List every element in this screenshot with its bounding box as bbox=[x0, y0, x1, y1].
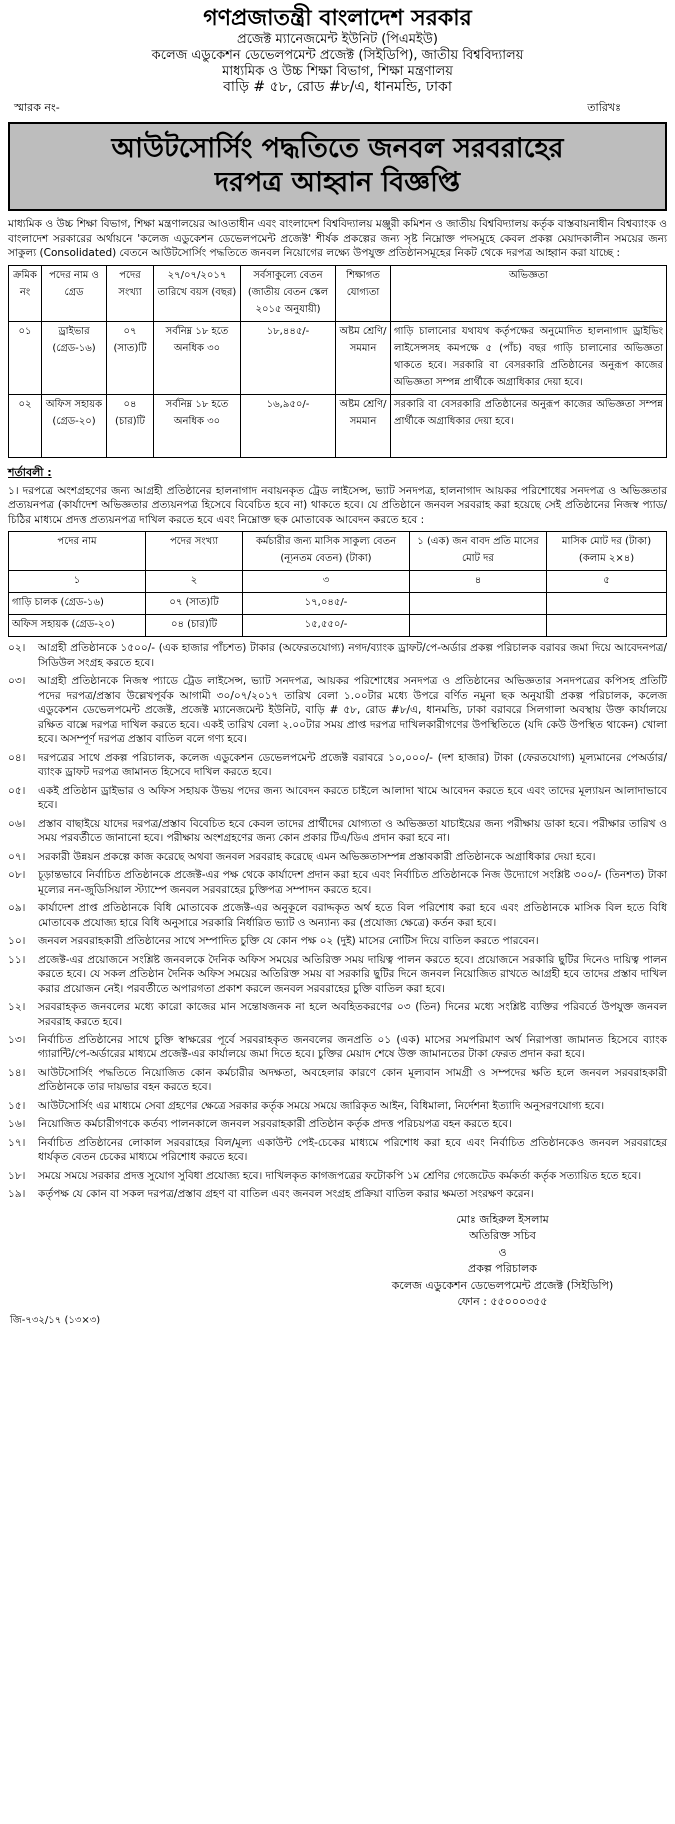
cell-post-count: ০৭ (সাত)টি bbox=[107, 321, 154, 394]
clause-text: কার্যাদেশ প্রাপ্ত প্রতিষ্ঠানকে বিধি মোতাবেক প্রজেক্ট-এর অনুকূলে বরাদ্দকৃত অর্থ হতে বিল পরিশোধ করা হবে এবং প্রতিষ্ঠানকে মাসিক বিল হতে বিধি মোতাবেক প্রযোজ্য হারে বিধি অনুসারে সরকারি নির্ধারিত ভ্যাট ও অন্যান্য কর (প্রযোজ্য ক্ষেত্রে) কর্তন করা হবে। bbox=[38, 902, 667, 929]
terms-heading: শর্তাবলী : bbox=[8, 465, 52, 479]
memo-date: তারিখঃ bbox=[587, 100, 621, 114]
col-number: ২ bbox=[146, 571, 243, 593]
rate-col-salary: কর্মচারীর জন্য মাসিক সাকুল্য বেতন (ন্যূনতম বেতন) (টাকা) bbox=[243, 532, 410, 571]
clause-number: ০৪। bbox=[8, 751, 26, 764]
clause-text: সরকারী উন্নয়ন প্রকল্পে কাজ করেছে অথবা জনবল সরবরাহ করেছে এমন অভিজ্ঞতাসম্পন্ন প্রস্তাবকারী প্রতিষ্ঠানকে অগ্রাধিকার দেয়া হবে। bbox=[38, 850, 596, 863]
clause-number: ০২। bbox=[8, 642, 26, 655]
cell-experience: সরকারি বা বেসরকারি প্রতিষ্ঠানের অনুরূপ কাজের অভিজ্ঞতা সম্পন্ন প্রার্থীকে অগ্রাধিকার দেয়া হবে। bbox=[391, 394, 667, 457]
list-item bbox=[8, 850, 667, 864]
tender-notice-page bbox=[8, 6, 667, 1818]
cell-salary: ১৬,৯৫০/- bbox=[241, 394, 336, 457]
memo-line bbox=[8, 99, 667, 118]
clause-number: ১৪। bbox=[8, 1066, 26, 1079]
col-salary: সর্বসাকুল্যে বেতন (জাতীয় বেতন স্কেল ২০১৫ অনুযায়ী) bbox=[241, 265, 336, 321]
clause-number: ০৯। bbox=[8, 902, 26, 915]
cell-post-name: ড্রাইভার (গ্রেড-১৬) bbox=[42, 321, 107, 394]
col-post-count: পদের সংখ্যা bbox=[107, 265, 154, 321]
list-item bbox=[8, 934, 667, 948]
table-row bbox=[9, 593, 667, 615]
signatory-conjunction: ও bbox=[498, 1245, 507, 1259]
table-row bbox=[9, 615, 667, 637]
list-item bbox=[8, 1187, 667, 1201]
memo-number: স্মারক নং- bbox=[14, 100, 60, 114]
rate-cell-count: ০৭ (সাত)টি bbox=[146, 593, 243, 615]
rate-col-post: পদের নাম bbox=[9, 532, 146, 571]
col-number: ৫ bbox=[547, 571, 667, 593]
clause-text: আগ্রহী প্রতিষ্ঠানকে নিজস্ব প্যাডে ট্রেড লাইসেন্স, ভ্যাট সনদপত্র, আয়কর পরিশোধের সনদপত্র ও প্রতিষ্ঠানের অভিজ্ঞতার সনদপত্রের কপিসহ প্রতিটি পদের দরপত্র/প্রস্তাব উল্লেখপূর্বক আগামী ৩০/০৭/২০১৭ তারিখ বেলা ১.০০টার মধ্যে উপরে বর্ণিত নমুনা ছক অনুযায়ী প্রকল্প পরিচালক, কলেজ এডুকেশন ডেভেলপমেন্ট প্রজেক্ট, প্রজেক্ট ম্যানেজমেন্ট ইউনিট, বাড়ি # ৫৮, রোড #৮/এ, ধানমন্ডি, ঢাকা বরাবরে সিলগালা অবস্থায় উক্ত কার্যালয়ে রক্ষিত বাক্সে দরপত্র দাখিল করতে হবে। একই তারিখ বেলা ২.০০টার সময় প্রাপ্ত দরপত্র দাখিলকারীগণের উপস্থিতিতে (যদি কেউ উপস্থিত থাকেন) খোলা হবে। অসম্পূর্ণ দরপত্র প্রস্তাব বাতিল বলে গণ্য হবে। bbox=[38, 675, 667, 746]
signatory-organization: কলেজ এডুকেশন ডেভেলপমেন্ট প্রজেক্ট (সিইডিপি) bbox=[391, 1278, 614, 1292]
list-item bbox=[8, 1169, 667, 1183]
cell-post-name: অফিস সহায়ক (গ্রেড-২০) bbox=[42, 394, 107, 457]
cell-serial: ০২ bbox=[9, 394, 42, 457]
rate-cell-per-person bbox=[410, 593, 547, 615]
rate-table-header bbox=[9, 532, 667, 571]
list-item bbox=[8, 674, 667, 746]
notice-title-banner bbox=[8, 122, 667, 212]
cell-experience: গাড়ি চালানোর যথাযথ কর্তৃপক্ষের অনুমোদিত হালনাগাদ ড্রাইভিং লাইসেন্সসহ কমপক্ষে ৫ (পাঁচ) বছর গাড়ি চালানোর অভিজ্ঞতা থাকতে হবে। সরকারি বা বেসরকারি প্রতিষ্ঠানের অনুরূপ কাজের অভিজ্ঞতা সম্পন্ন প্রার্থীকে অগ্রাধিকার দেয়া হবে। bbox=[391, 321, 667, 394]
cell-age: সর্বনিম্ন ১৮ হতে অনধিক ৩০ bbox=[154, 321, 241, 394]
notice-title-line1: আউটসোর্সিং পদ্ধতিতে জনবল সরবরাহের bbox=[111, 132, 564, 164]
clause-text: আগ্রহী প্রতিষ্ঠানকে ১৫০০/- (এক হাজার পাঁচশত) টাকার (অফেরতযোগ্য) নগদ/ব্যাংক ড্রাফট/পে-অর্ডার প্রকল্প পরিচালক বরাবর জমা দিয়ে আবেদনপত্র/সিডিউল সংগ্রহ করতে হবে। bbox=[38, 642, 667, 669]
clause-text: আউটসোর্সিং পদ্ধতিতে নিয়োজিত কোন কর্মচারীর অদক্ষতা, অবহেলার কারণে কোন মূল্যবান সামগ্রী ও সম্পদের ক্ষতি হলে জনবল সরবরাহকারী প্রতিষ্ঠানকে তার দায়ভার বহন করতে হবে। bbox=[38, 1066, 667, 1094]
list-item bbox=[8, 868, 667, 897]
publication-code: জি-৭৩২/১৭ (১৩×৩) bbox=[10, 1314, 101, 1326]
rate-table bbox=[8, 531, 667, 637]
clause-text: জনবল সরবরাহকারী প্রতিষ্ঠানের সাথে সম্পাদিত চুক্তি যে কোন পক্ষ ০২ (দুই) মাসের নোটিস দিয়ে বাতিল করতে পারবেন। bbox=[38, 935, 539, 948]
clause-text: নির্বাচিত প্রতিষ্ঠানের সাথে চুক্তি স্বাক্ষরের পূর্বে সরবরাহকৃত জনবলের জনপ্রতি ০১ (এক) মাসের সমপরিমাণ অর্থ নিরাপত্তা জামানত হিসেবে ব্যাংক গ্যারান্টি/পে-অর্ডারের মাধ্যমে প্রজেক্ট-এর কার্যালয়ে জমা দিতে হবে। চুক্তির মেয়াদ শেষে উক্ত জামানতের টাকা ফেরত প্রদান করা হবে। bbox=[38, 1034, 667, 1061]
clause-text: প্রস্তাব বাছাইয়ে যাদের দরপত্র/প্রস্তাব বিবেচিত হবে কেবল তাদের প্রার্থীদের যোগ্যতা ও অভিজ্ঞতা যাচাইয়ের জন্য পরীক্ষায় ডাকা হবে। পরীক্ষার তারিখ ও সময় পরবর্তীতে জানানো হবে। পরীক্ষায় অংশগ্রহণের জন্য কোন প্রকার টিএ/ডিএ প্রদান করা হবে না। bbox=[38, 817, 667, 845]
clause-text: সময়ে সময়ে সরকার প্রদত্ত সুযোগ সুবিধা প্রযোজ্য হবে। দাখিলকৃত কাগজপত্রের ফটোকপি ১ম শ্রেণির গেজেটেড কর্মকর্তা কর্তৃক সত্যায়িত হতে হবে। bbox=[38, 1169, 642, 1182]
clause-1: ১। দরপত্রে অংশগ্রহণের জন্য আগ্রহী প্রতিষ্ঠানের হালনাগাদ নবায়নকৃত ট্রেড লাইসেন্স, ভ্যাট সনদপত্র, হালনাগাদ আয়কর পরিশোধের সনদপত্র ও অভিজ্ঞতার প্রত্যয়নপত্র (কার্যাদেশ অভিজ্ঞতার প্রত্যয়নপত্র হিসেবে বিবেচিত হবে না) থাকতে হবে। যে প্রতিষ্ঠানে জনবল সরবরাহ করা হয়েছে সেই প্রতিষ্ঠানের নিজস্ব প্যাড/চিঠির মাধ্যমে প্রদত্ত প্রত্যয়নপত্র দাখিল করতে হবে এবং নিম্নোক্ত ছক মোতাবেক আবেদন করতে হবে : bbox=[8, 484, 667, 526]
clause-text: একই প্রতিষ্ঠান ড্রাইভার ও অফিস সহায়ক উভয় পদের জন্য আবেদন করতে চাইলে আলাদা খামে আবেদন করতে হবে এবং তাদের মূল্যায়ন আলাদাভাবে হবে। bbox=[38, 784, 667, 812]
col-number: ৪ bbox=[410, 571, 547, 593]
footer bbox=[8, 1313, 667, 1330]
clause-text: নির্বাচিত প্রতিষ্ঠানের লোকাল সরবরাহের বিল/মূল্য একাউন্ট পেই-চেকের মাধ্যমে পরিশোধ করা হবে এবং নির্বাচিত প্রতিষ্ঠানকেও জনবল সরবরাহের ধার্যকৃত বেতন চেকের মাধ্যমে পরিশোধ করতে হবে। bbox=[38, 1136, 667, 1164]
signatory-name: মোঃ জহিরুল ইসলাম bbox=[456, 1212, 549, 1226]
list-item bbox=[8, 641, 667, 670]
cell-post-count: ০৪ (চার)টি bbox=[107, 394, 154, 457]
cell-education: অষ্টম শ্রেণি/ সমমান bbox=[336, 321, 391, 394]
clause-text: আউটসোর্সিং এর মাধ্যমে সেবা গ্রহণের ক্ষেত্রে সরকার কর্তৃক সময়ে সময়ে জারিকৃত আইন, বিধিমালা, নির্দেশনা ইত্যাদি অনুসরণযোগ্য হবে। bbox=[38, 1099, 605, 1112]
rate-col-per-person: ১ (এক) জন বাবদ প্রতি মাসের মোট দর bbox=[410, 532, 547, 571]
clause-number: ০৬। bbox=[8, 817, 26, 830]
clause-number: ১৩। bbox=[8, 1034, 26, 1046]
unit-name: প্রজেক্ট ম্যানেজমেন্ট ইউনিট (পিএমইউ) bbox=[237, 32, 438, 48]
clause-number: ০৫। bbox=[8, 784, 26, 797]
clause-number: ১১। bbox=[8, 953, 26, 966]
list-item bbox=[8, 1066, 667, 1095]
office-address: বাড়ি # ৫৮, রোড #৮/এ, ধানমন্ডি, ঢাকা bbox=[223, 79, 452, 96]
clause-number: ১৮। bbox=[8, 1169, 26, 1182]
signatory-designation: অতিরিক্ত সচিব bbox=[469, 1229, 536, 1243]
signature-block bbox=[338, 1212, 667, 1311]
list-item bbox=[8, 817, 667, 846]
clause-number: ০৮। bbox=[8, 869, 26, 882]
list-item bbox=[8, 784, 667, 813]
intro-paragraph: মাধ্যমিক ও উচ্চ শিক্ষা বিভাগ, শিক্ষা মন্ত্রণালয়ের আওতাধীন এবং বাংলাদেশ বিশ্ববিদ্যালয় মঞ্জুরী কমিশন ও জাতীয় বিশ্ববিদ্যালয় কর্তৃক বাস্তবায়নাধীন বিশ্বব্যাংক ও বাংলাদেশ সরকারের অর্থায়নে 'কলেজ এডুকেশন ডেভেলপমেন্ট প্রজেক্ট' শীর্ষক প্রকল্পের জন্য সৃষ্ট নিম্নোক্ত পদসমূহে কেবল প্রকল্প মেয়াদকালীন সময়ের জন্য সাকুল্য (Consolidated) বেতনে আউটসোর্সিং পদ্ধতিতে জনবল নিয়োগের লক্ষ্যে উপযুক্ত প্রতিষ্ঠানসমূহের নিকট থেকে দরপত্র আহ্বান করা যাচ্ছে : bbox=[8, 218, 667, 260]
clause-number: ১৫। bbox=[8, 1099, 26, 1112]
cell-salary: ১৮,৪৪৫/- bbox=[241, 321, 336, 394]
rate-cell-total bbox=[547, 615, 667, 637]
clause-text: কর্তৃপক্ষ যে কোন বা সকল দরপত্র/প্রস্তাব গ্রহণ বা বাতিল এবং জনবল সংগ্রহ প্রক্রিয়া বাতিল করার ক্ষমতা সংরক্ষণ করেন। bbox=[38, 1188, 534, 1201]
posts-table bbox=[8, 265, 667, 458]
rate-table-column-numbers bbox=[9, 571, 667, 593]
cell-age: সর্বনিম্ন ১৮ হতে অনধিক ৩০ bbox=[154, 394, 241, 457]
posts-table-header bbox=[9, 265, 667, 321]
clause-text: সরবরাহকৃত জনবলের মধ্যে কারো কাজের মান সন্তোষজনক না হলে অবহিতকরণের ০৩ (তিন) দিনের মধ্যে সংশ্লিষ্ট ব্যক্তির পরিবর্তে উপযুক্ত জনবল সরবরাহ করতে হবে। bbox=[38, 1001, 667, 1028]
rate-cell-post: গাড়ি চালক (গ্রেড-১৬) bbox=[9, 593, 146, 615]
clause-number: ১৯। bbox=[8, 1188, 26, 1201]
cell-education: অষ্টম শ্রেণি/ সমমান bbox=[336, 394, 391, 457]
col-education: শিক্ষাগত যোগ্যতা bbox=[336, 265, 391, 321]
clause-text: প্রজেক্ট-এর প্রয়োজনে সংশ্লিষ্ট জনবলকে দৈনিক অফিস সময়ের অতিরিক্ত সময় দায়িত্ব পালন করতে হবে। প্রয়োজনে সরকারি ছুটির দিনেও দায়িত্ব পালন করতে হবে। যে সকল প্রতিষ্ঠান দৈনিক অফিস সময়ের অতিরিক্ত সময় বা সরকারি ছুটির দিনে জনবল নিয়োজিত রাখতে আগ্রহী হবে তাদের প্রস্তাব দাখিল করার প্রয়োজন নেই। পরবর্তীতে অপারগতা প্রকাশ করলে জনবল সরবরাহের চুক্তি বাতিল করা হবে। bbox=[38, 953, 667, 995]
signatory-phone: ফোন : ৫৫০০০৩৫৫ bbox=[457, 1295, 548, 1309]
project-name: কলেজ এডুকেশন ডেভেলপমেন্ট প্রজেক্ট (সিইডিপি), জাতীয় বিশ্ববিদ্যালয় bbox=[151, 47, 524, 63]
cell-serial: ০১ bbox=[9, 321, 42, 394]
table-row bbox=[9, 321, 667, 394]
rate-cell-count: ০৪ (চার)টি bbox=[146, 615, 243, 637]
list-item bbox=[8, 1136, 667, 1165]
col-number: ১ bbox=[9, 571, 146, 593]
col-experience: অভিজ্ঞতা bbox=[391, 265, 667, 321]
rate-cell-salary: ১৫,৫৫০/- bbox=[243, 615, 410, 637]
clause-number: ১২। bbox=[8, 1001, 26, 1014]
rate-col-total: মাসিক মোট দর (টাকা) (কলাম ২×৪) bbox=[547, 532, 667, 571]
clause-number: ১৭। bbox=[8, 1136, 26, 1149]
clause-text: নিয়োজিত কর্মচারীগণকে কর্তব্য পালনকালে জনবল সরবরাহকারী প্রতিষ্ঠান কর্তৃক প্রদত্ত পরিচয়পত্র বহন করতে হবে। bbox=[38, 1118, 512, 1131]
clause-text: দরপত্রের সাথে প্রকল্প পরিচালক, কলেজ এডুকেশন ডেভেলপমেন্ট প্রজেক্ট বরাবরে ১০,০০০/- (দশ হাজার) টাকা (ফেরতযোগ্য) মূল্যমানের পেঅর্ডার/ব্যাংক ড্রাফট দরপত্র জামানত হিসেবে দাখিল করতে হবে। bbox=[38, 751, 667, 779]
notice-title-line2: দরপত্র আহ্বান বিজ্ঞপ্তি bbox=[214, 166, 461, 198]
rate-cell-salary: ১৭,০৪৫/- bbox=[243, 593, 410, 615]
clause-number: ১০। bbox=[8, 935, 26, 948]
list-item bbox=[8, 1000, 667, 1029]
col-post-name: পদের নাম ও গ্রেড bbox=[42, 265, 107, 321]
government-name: গণপ্রজাতন্ত্রী বাংলাদেশ সরকার bbox=[203, 6, 472, 31]
list-item bbox=[8, 901, 667, 930]
table-row bbox=[9, 394, 667, 457]
clause-number: ০৩। bbox=[8, 675, 26, 688]
ministry-name: মাধ্যমিক ও উচ্চ শিক্ষা বিভাগ, শিক্ষা মন্ত্রণালয় bbox=[222, 63, 453, 79]
clause-text: চূড়ান্তভাবে নির্বাচিত প্রতিষ্ঠানকে প্রজেক্ট-এর পক্ষ থেকে কার্যাদেশ প্রদান করা হবে এবং নির্বাচিত প্রতিষ্ঠানকে নিজ উদ্যোগে সংশ্লিষ্ট ৩০০/- (তিনশত) টাকা মূল্যের নন-জুডিসিয়াল স্ট্যাম্পে জনবল সরবরাহের চুক্তিপত্র সম্পাদন করতে হবে। bbox=[38, 869, 667, 896]
list-item bbox=[8, 1099, 667, 1113]
list-item bbox=[8, 1117, 667, 1131]
col-number: ৩ bbox=[243, 571, 410, 593]
list-item bbox=[8, 953, 667, 996]
col-age: ২৭/০৭/২০১৭ তারিখে বয়স (বছর) bbox=[154, 265, 241, 321]
office-header bbox=[8, 6, 667, 96]
clause-number: ০৭। bbox=[8, 850, 26, 863]
signatory-role: প্রকল্প পরিচালক bbox=[468, 1262, 537, 1276]
list-item bbox=[8, 1033, 667, 1062]
rate-cell-post: অফিস সহায়ক (গ্রেড-২০) bbox=[9, 615, 146, 637]
rate-col-count: পদের সংখ্যা bbox=[146, 532, 243, 571]
list-item bbox=[8, 751, 667, 780]
terms-list bbox=[8, 641, 667, 1201]
rate-cell-per-person bbox=[410, 615, 547, 637]
col-serial: ক্রমিক নং bbox=[9, 265, 42, 321]
clause-number: ১৬। bbox=[8, 1118, 26, 1131]
rate-cell-total bbox=[547, 593, 667, 615]
